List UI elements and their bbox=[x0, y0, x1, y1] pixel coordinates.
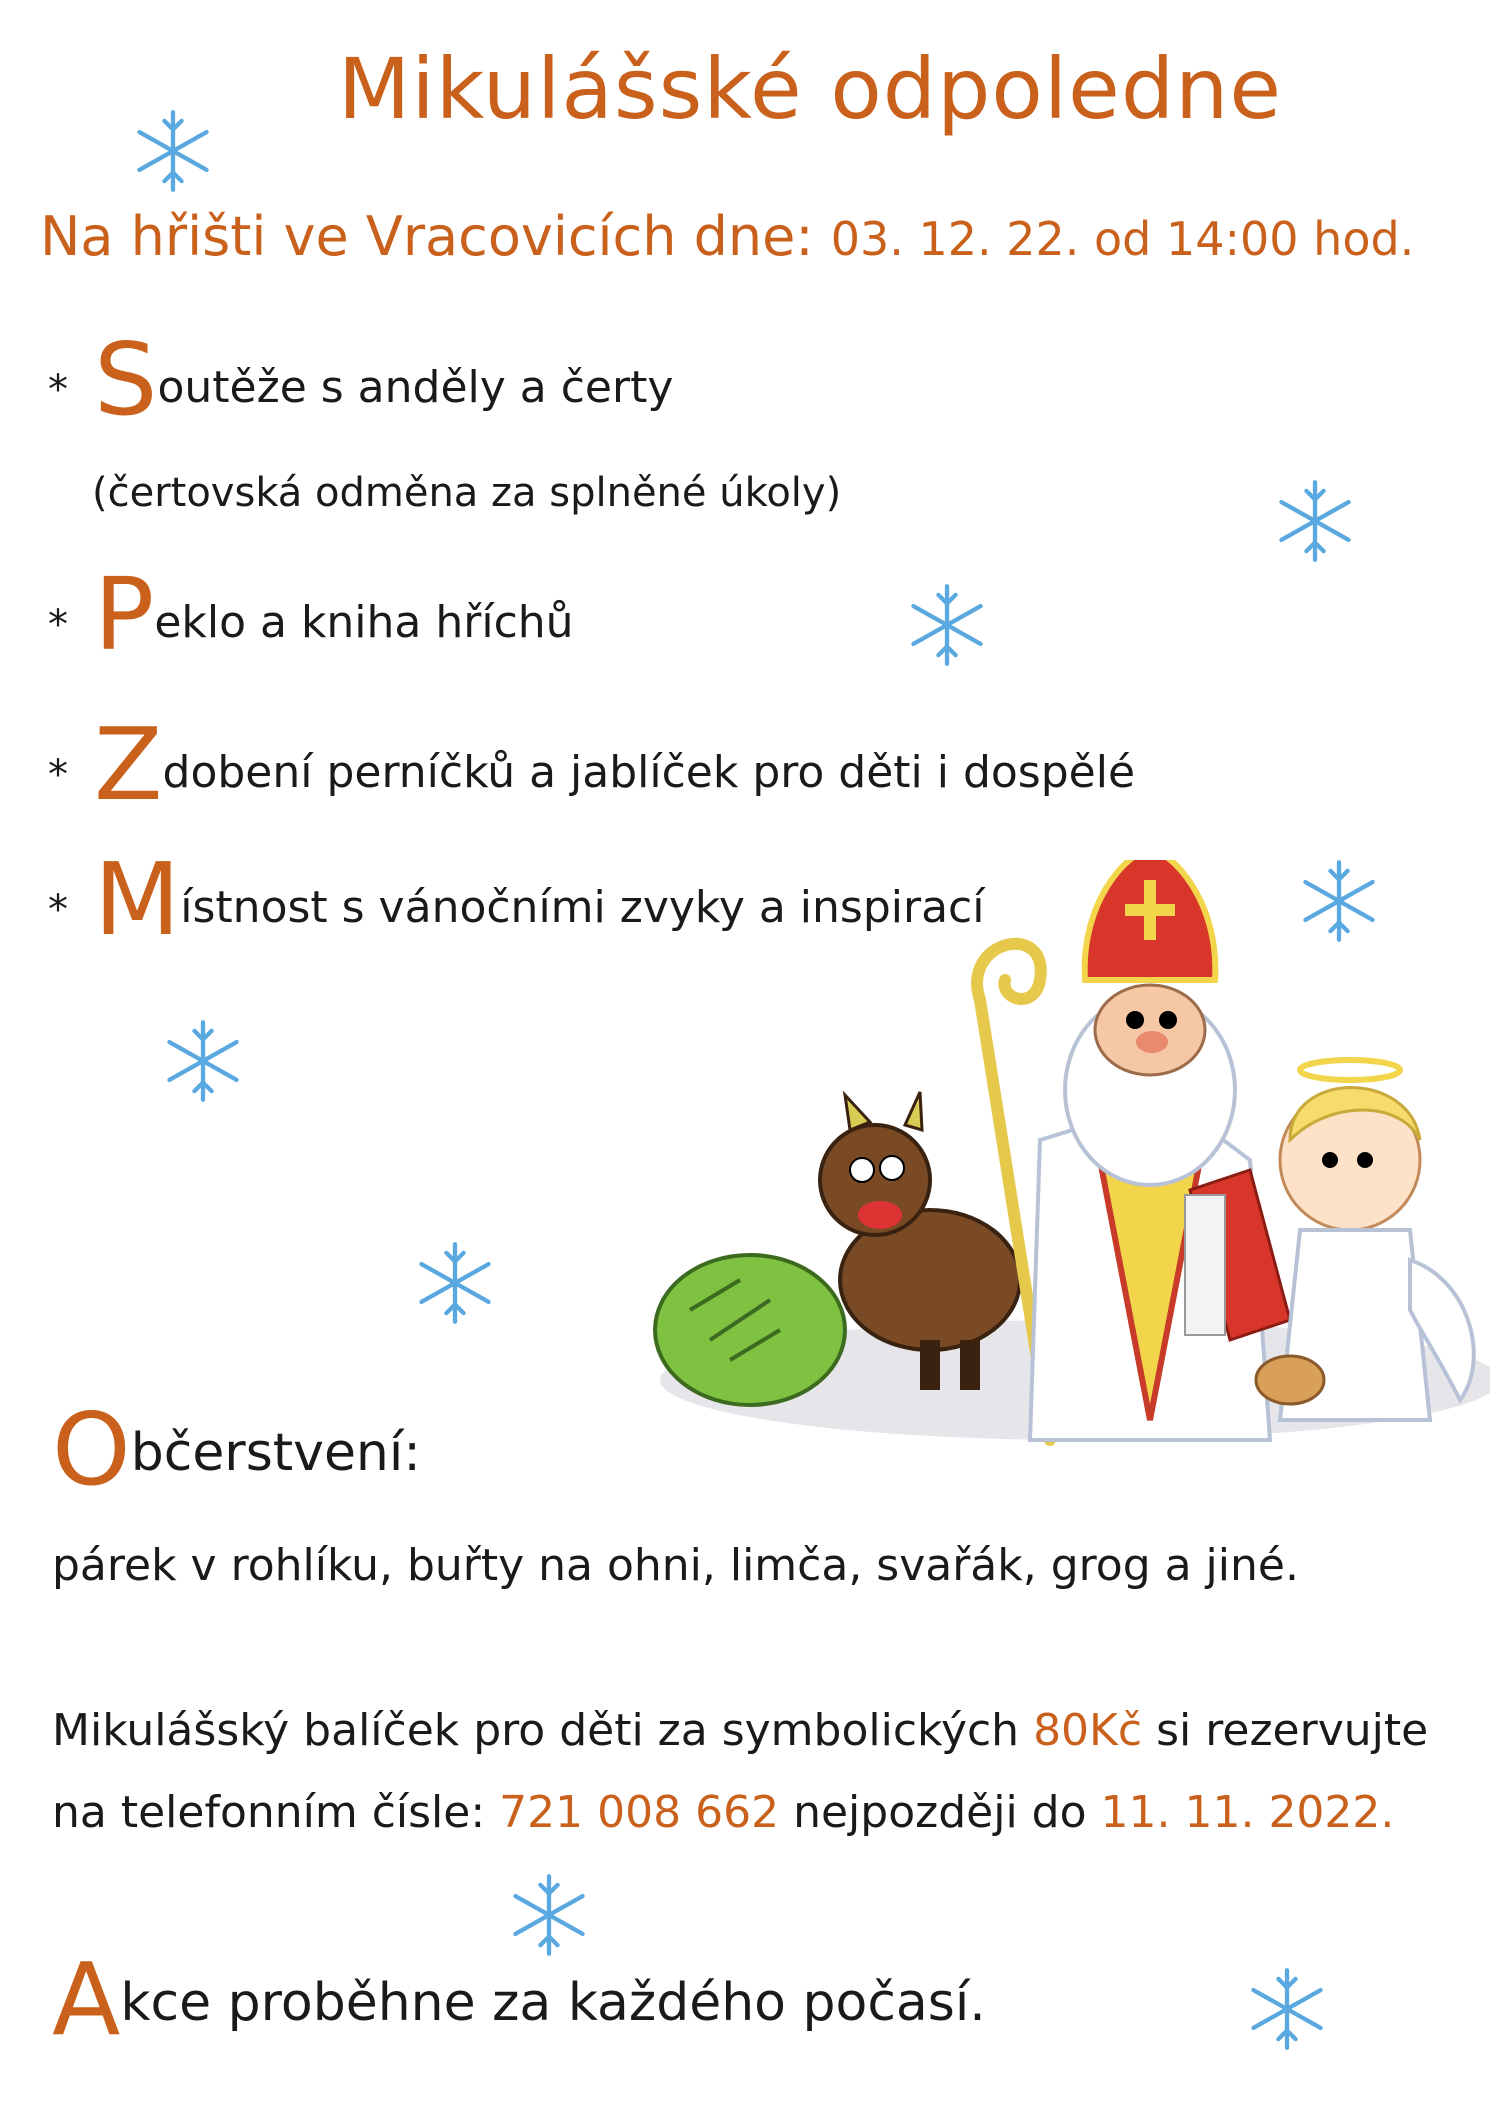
package-price: 80Kč bbox=[1033, 1705, 1143, 1756]
program-item-note: (čertovská odměna za splněné úkoly) bbox=[92, 470, 842, 516]
initial-letter: P bbox=[94, 556, 155, 673]
initial-letter: O bbox=[52, 1391, 131, 1508]
refreshments-heading bbox=[52, 1391, 421, 1508]
program-item-contests bbox=[48, 321, 674, 438]
program-text: ístnost s vánočními zvyky a inspirací bbox=[180, 882, 985, 933]
package-text: Mikulášský balíček pro děti za symbolických bbox=[52, 1705, 1020, 1756]
event-location-date bbox=[40, 205, 1414, 268]
program-item-hell bbox=[48, 556, 574, 673]
reservation-deadline: 11. 11. 2022. bbox=[1100, 1787, 1395, 1838]
initial-letter: S bbox=[94, 321, 158, 438]
package-text: si rezervujte na telefonním čísle: bbox=[52, 1705, 1429, 1838]
refreshments-heading-text: bčerstvení: bbox=[130, 1423, 421, 1483]
initial-letter: A bbox=[52, 1941, 121, 2058]
initial-letter: M bbox=[94, 841, 181, 958]
initial-letter: Z bbox=[94, 706, 163, 823]
saint-nicholas-devil-angel-illustration bbox=[630, 860, 1490, 1480]
page-title: Mikulášské odpoledne bbox=[337, 40, 1283, 138]
weather-notice-text: kce proběhne za každého počasí. bbox=[120, 1973, 986, 2033]
phone-number: 721 008 662 bbox=[499, 1787, 780, 1838]
location-text: Na hřišti ve Vracovicích dne: bbox=[40, 205, 814, 268]
snowflake-icon bbox=[412, 1240, 498, 1326]
program-item-decorating bbox=[48, 706, 1136, 823]
program-text: outěže s anděly a čerty bbox=[157, 362, 674, 413]
weather-notice bbox=[52, 1941, 986, 2058]
program-text: eklo a kniha hříchů bbox=[154, 597, 574, 648]
bullet-star: * bbox=[48, 752, 68, 798]
snowflake-icon bbox=[904, 582, 990, 668]
program-text: dobení perníčků a jablíček pro děti i dospělé bbox=[162, 747, 1136, 798]
bullet-star: * bbox=[48, 602, 68, 648]
event-date-time: 03. 12. 22. od 14:00 hod. bbox=[830, 212, 1415, 266]
package-reservation-info bbox=[52, 1690, 1472, 1854]
snowflake-icon bbox=[1244, 1966, 1330, 2052]
package-text: nejpozději do bbox=[793, 1787, 1087, 1838]
snowflake-icon bbox=[506, 1872, 592, 1958]
bullet-star: * bbox=[48, 367, 68, 413]
refreshments-list: párek v rohlíku, buřty na ohni, limča, svařák, grog a jiné. bbox=[52, 1540, 1299, 1591]
snowflake-icon bbox=[130, 108, 216, 194]
snowflake-icon bbox=[1296, 858, 1382, 944]
snowflake-icon bbox=[1272, 478, 1358, 564]
snowflake-icon bbox=[160, 1018, 246, 1104]
bullet-star: * bbox=[48, 887, 68, 933]
